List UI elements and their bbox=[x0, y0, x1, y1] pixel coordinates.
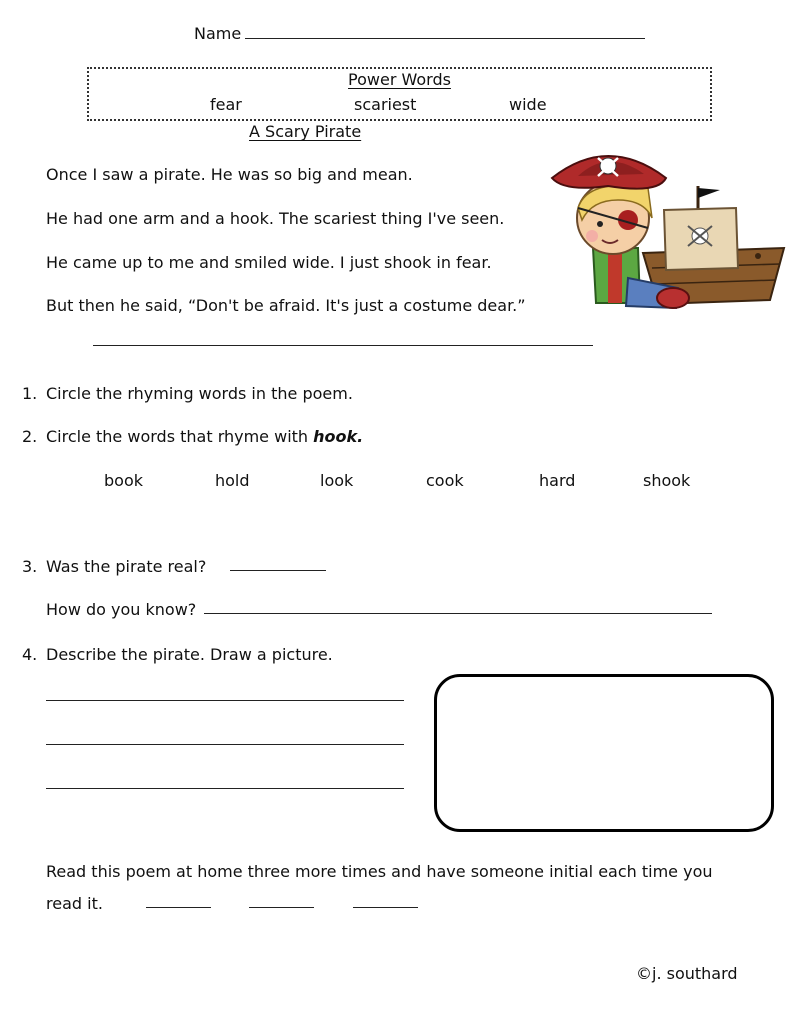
reading-instruction-end: read it. bbox=[46, 894, 103, 913]
question-3-followup: How do you know? bbox=[46, 600, 197, 619]
description-line[interactable] bbox=[46, 700, 404, 701]
poem-line: He had one arm and a hook. The scariest thing I've seen. bbox=[46, 209, 505, 228]
choice-cook[interactable]: cook bbox=[426, 471, 464, 490]
question-3-followup-line[interactable] bbox=[204, 613, 712, 614]
question-4-text: Describe the pirate. Draw a picture. bbox=[46, 645, 333, 664]
question-2-prompt: Circle the words that rhyme with bbox=[46, 427, 309, 446]
power-word-fear: fear bbox=[210, 95, 242, 114]
name-label: Name bbox=[194, 24, 242, 43]
choice-hard[interactable]: hard bbox=[539, 471, 576, 490]
reading-instruction: Read this poem at home three more times and have someone initial each time you bbox=[46, 862, 713, 881]
description-line[interactable] bbox=[46, 744, 404, 745]
question-2-target-word: hook. bbox=[313, 427, 364, 446]
question-3-text: Was the pirate real? bbox=[46, 557, 207, 576]
drawing-box[interactable] bbox=[434, 674, 774, 832]
description-line[interactable] bbox=[46, 788, 404, 789]
choice-book[interactable]: book bbox=[104, 471, 143, 490]
poem-line: Once I saw a pirate. He was so big and mean. bbox=[46, 165, 413, 184]
initial-line[interactable] bbox=[353, 907, 418, 908]
question-3-answer-line[interactable] bbox=[230, 570, 326, 571]
poem-divider bbox=[93, 345, 593, 346]
initial-line[interactable] bbox=[146, 907, 211, 908]
choice-look[interactable]: look bbox=[320, 471, 354, 490]
question-2-number: 2. bbox=[22, 427, 38, 446]
poem-line: He came up to me and smiled wide. I just shook in fear. bbox=[46, 253, 492, 272]
choice-shook[interactable]: shook bbox=[643, 471, 691, 490]
poem-title: A Scary Pirate bbox=[249, 122, 362, 141]
question-4-number: 4. bbox=[22, 645, 38, 664]
name-field[interactable] bbox=[245, 38, 645, 39]
choice-hold[interactable]: hold bbox=[215, 471, 250, 490]
power-words-title: Power Words bbox=[348, 70, 451, 89]
power-words-box bbox=[87, 67, 712, 121]
power-word-wide: wide bbox=[509, 95, 547, 114]
poem-line: But then he said, “Don't be afraid. It's just a costume dear.” bbox=[46, 296, 526, 315]
question-1-text: Circle the rhyming words in the poem. bbox=[46, 384, 353, 403]
pirate-ship-illustration bbox=[548, 138, 788, 328]
question-3-number: 3. bbox=[22, 557, 38, 576]
question-1-number: 1. bbox=[22, 384, 38, 403]
power-word-scariest: scariest bbox=[354, 95, 417, 114]
author-credit: ©j. southard bbox=[636, 964, 738, 983]
initial-line[interactable] bbox=[249, 907, 314, 908]
question-2-text bbox=[46, 427, 363, 446]
